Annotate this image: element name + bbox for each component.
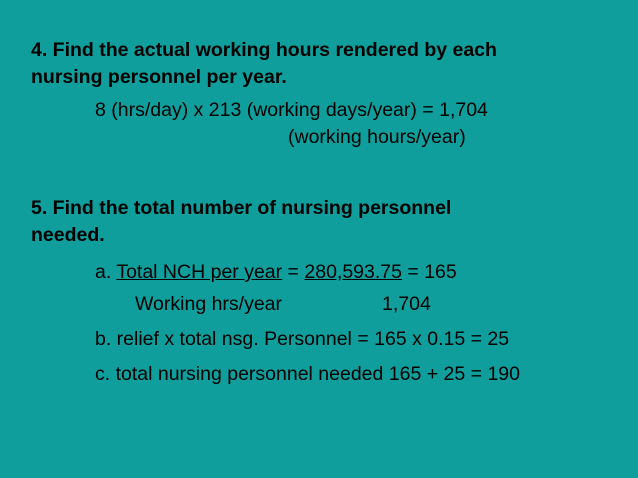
item-a-denominator-label: Working hrs/year bbox=[135, 293, 283, 315]
section4-equation-unit: (working hours/year) bbox=[288, 126, 466, 148]
item-c: c. total nursing personnel needed 165 + 25 = 190 bbox=[95, 363, 520, 385]
section5-heading-line2: needed. bbox=[31, 224, 105, 246]
section4-heading-line1: 4. Find the actual working hours rendered by each bbox=[31, 39, 497, 61]
item-b: b. relief x total nsg. Personnel = 165 x 0.15 = 25 bbox=[95, 328, 510, 350]
item-a-result: = 165 bbox=[401, 261, 457, 283]
section5-heading-line1: 5. Find the total number of nursing personnel bbox=[31, 197, 452, 219]
item-a-equals: = bbox=[282, 261, 305, 283]
item-a-formula bbox=[95, 260, 457, 284]
item-a-numerator-value: 280,593.75 bbox=[304, 261, 402, 283]
item-a-denominator-value: 1,704 bbox=[382, 293, 431, 315]
item-a-numerator-label: Total NCH per year bbox=[116, 261, 283, 283]
section4-heading-line2: nursing personnel per year. bbox=[31, 66, 287, 88]
item-a-prefix: a. bbox=[95, 261, 117, 283]
section4-equation: 8 (hrs/day) x 213 (working days/year) = 1,704 bbox=[95, 99, 488, 121]
